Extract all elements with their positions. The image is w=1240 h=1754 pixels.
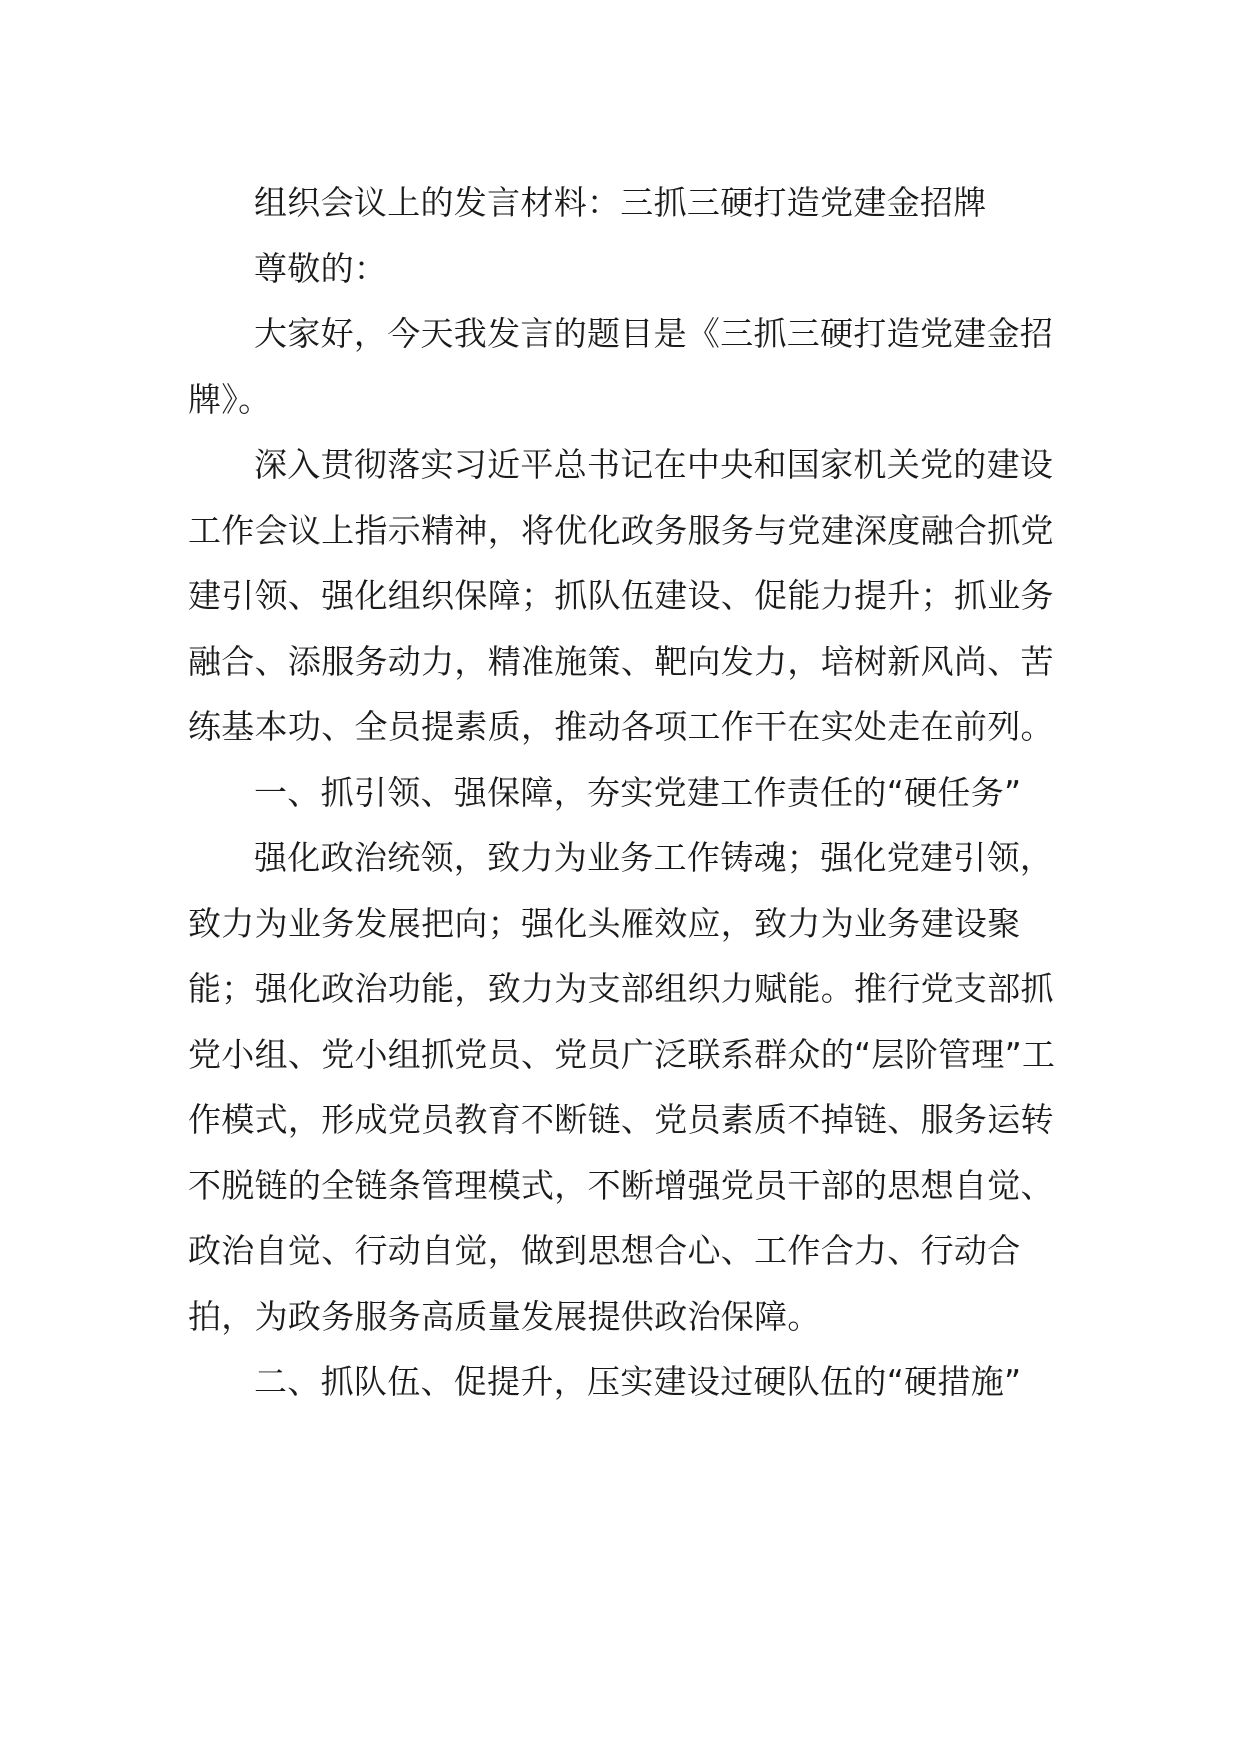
section-heading-2: 二、抓队伍、促提升，压实建设过硬队伍的“硬措施” [254, 1362, 1022, 1401]
document-body [188, 170, 1078, 1415]
document-title: 组织会议上的发言材料：三抓三硬打造党建金招牌 [254, 183, 987, 222]
paragraph-intro: 深入贯彻落实习近平总书记在中央和国家机关党的建设工作会议上指示精神，将优化政务服务与党建深度融合抓党建引领、强化组织保障；抓队伍建设、促能力提升；抓业务融合、添服务动力，精准施策、靶向发力，培树新风尚、苦练基本功、全员提素质，推动各项工作干在实处走在前列。 [188, 445, 1054, 746]
paragraph-section-1: 强化政治统领，致力为业务工作铸魂；强化党建引领，致力为业务发展把向；强化头雁效应，致力为业务建设聚能；强化政治功能，致力为支部组织力赋能。推行党支部抓党小组、党小组抓党员、党员广泛联系群众的“层阶管理”工作模式，形成党员教育不断链、党员素质不掉链、服务运转不脱链的全链条管理模式，不断增强党员干部的思想自觉、政治自觉、行动自觉，做到思想合心、工作合力、行动合拍，为政务服务高质量发展提供政治保障。 [188, 838, 1056, 1336]
section-heading-1: 一、抓引领、强保障，夯实党建工作责任的“硬任务” [254, 772, 1022, 812]
salutation: 尊敬的： [254, 248, 388, 288]
paragraph-greeting: 大家好，今天我发言的题目是《三抓三硬打造党建金招牌》。 [188, 314, 1054, 419]
